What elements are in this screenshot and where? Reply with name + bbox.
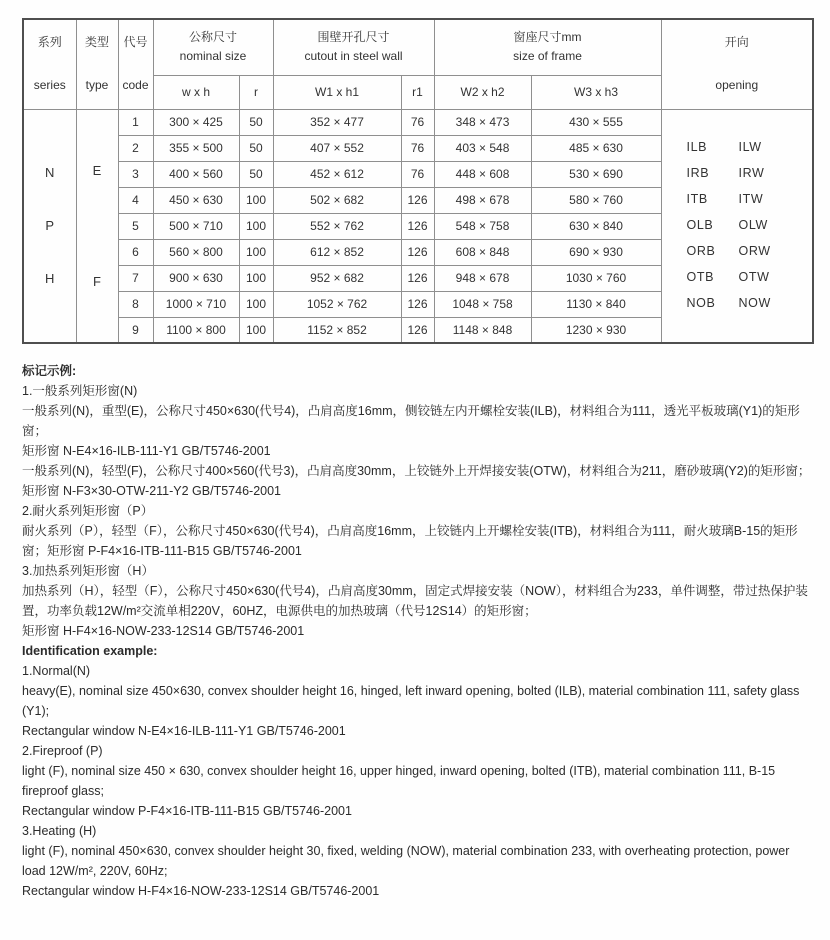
en-note-line: Rectangular window H-F4×16-NOW-233-12S14 GB/T5746-2001	[22, 884, 380, 898]
en-notes-title: Identification example:	[22, 644, 158, 658]
cell-w1h1: 612 × 852	[273, 239, 401, 265]
subheader-wxh: w x h	[153, 75, 239, 109]
cell-wh: 560 × 800	[153, 239, 239, 265]
zh-note-line: 一般系列(N)，重型(E)，公称尺寸450×630(代号4)，凸肩高度16mm，侧铰链左内开螺栓安装(ILB)，材料组合为111，透光平板玻璃(Y1)的矩形窗；	[22, 404, 800, 438]
identification-notes	[22, 361, 812, 901]
cell-r: 100	[239, 187, 273, 213]
header-opening-zh: 开向	[724, 34, 749, 49]
cell-w2h2: 1048 × 758	[434, 291, 531, 317]
cell-wh: 450 × 630	[153, 187, 239, 213]
opening-code: OLW	[738, 218, 768, 233]
header-series-zh: 系列	[37, 34, 62, 49]
zh-note-line: 矩形窗 N-F3×30-OTW-211-Y2 GB/T5746-2001	[22, 484, 282, 498]
cell-code: 4	[118, 187, 153, 213]
cell-wh: 500 × 710	[153, 213, 239, 239]
col-header-frame-size	[434, 19, 661, 75]
subheader-r1: r1	[401, 75, 434, 109]
cell-w1h1: 1052 × 762	[273, 291, 401, 317]
cell-wh: 355 × 500	[153, 135, 239, 161]
zh-notes-title: 标记示例:	[22, 364, 77, 378]
cell-w2h2: 348 × 473	[434, 109, 531, 135]
opening-code: ORW	[738, 244, 771, 259]
cell-r: 100	[239, 317, 273, 343]
cell-w1h1: 352 × 477	[273, 109, 401, 135]
cell-w2h2: 403 × 548	[434, 135, 531, 161]
type-f: F	[93, 273, 101, 289]
header-type-zh: 类型	[84, 34, 109, 49]
en-note-line: 2.Fireproof (P)	[22, 744, 103, 758]
cell-w3h3: 1130 × 840	[531, 291, 661, 317]
cell-r1: 126	[401, 213, 434, 239]
cell-w3h3: 430 × 555	[531, 109, 661, 135]
cell-r1: 76	[401, 109, 434, 135]
header-code-en: code	[122, 77, 149, 92]
zh-note-line: 一般系列(N)，轻型(F)，公称尺寸400×560(代号3)，凸肩高度30mm，上铰链外上开焊接安装(OTW)，材料组合为211，磨砂玻璃(Y2)的矩形窗；	[22, 464, 811, 478]
en-note-line: Rectangular window P-F4×16-ITB-111-B15 GB/T5746-2001	[22, 804, 352, 818]
opening-code: ILB	[686, 140, 708, 155]
cell-code: 8	[118, 291, 153, 317]
header-type-en: type	[85, 77, 109, 92]
header-cutout-en: cutout in steel wall	[304, 48, 403, 63]
en-note-line: 1.Normal(N)	[22, 664, 91, 678]
cell-w1h1: 407 × 552	[273, 135, 401, 161]
cell-r: 100	[239, 265, 273, 291]
cell-r: 50	[239, 135, 273, 161]
type-cell	[76, 109, 118, 343]
cell-w2h2: 448 × 608	[434, 161, 531, 187]
cell-r1: 126	[401, 265, 434, 291]
cell-w2h2: 608 × 848	[434, 239, 531, 265]
col-header-type	[76, 19, 118, 109]
zh-note-line: 矩形窗 N-E4×16-ILB-111-Y1 GB/T5746-2001	[22, 444, 271, 458]
header-series-en: series	[33, 77, 66, 92]
cell-w1h1: 952 × 682	[273, 265, 401, 291]
cell-r1: 126	[401, 291, 434, 317]
cell-r1: 126	[401, 317, 434, 343]
subheader-w1h1: W1 x h1	[273, 75, 401, 109]
col-header-opening	[661, 19, 813, 109]
cell-code: 3	[118, 161, 153, 187]
cell-w3h3: 1230 × 930	[531, 317, 661, 343]
zh-note-line: 耐火系列（P），轻型（F），公称尺寸450×630(代号4)，凸肩高度16mm，上铰链内上开螺栓安装(ITB)，材料组合为111，耐火玻璃B-15的矩形窗；矩形窗 P-F4×16-ITB-111-B15 GB/T5746-2001	[22, 524, 798, 558]
subheader-w3h3: W3 x h3	[531, 75, 661, 109]
header-frame-zh: 窗座尺寸mm	[513, 29, 582, 44]
cell-wh: 1000 × 710	[153, 291, 239, 317]
subheader-w2h2: W2 x h2	[434, 75, 531, 109]
header-frame-en: size of frame	[513, 48, 582, 63]
table-row	[23, 109, 813, 135]
cell-r1: 126	[401, 239, 434, 265]
cell-w2h2: 1148 × 848	[434, 317, 531, 343]
opening-code: OTB	[686, 270, 715, 285]
cell-r1: 76	[401, 135, 434, 161]
opening-code: ITB	[686, 192, 708, 207]
cell-code: 7	[118, 265, 153, 291]
cell-w2h2: 948 × 678	[434, 265, 531, 291]
header-nominal-en: nominal size	[179, 48, 247, 63]
window-dimension-table	[22, 18, 814, 344]
cell-code: 1	[118, 109, 153, 135]
series-h: H	[45, 271, 55, 287]
cell-wh: 1100 × 800	[153, 317, 239, 343]
opening-code: ORB	[686, 244, 716, 259]
cell-w3h3: 530 × 690	[531, 161, 661, 187]
cell-w3h3: 580 × 760	[531, 187, 661, 213]
header-cutout-zh: 围壁开孔尺寸	[317, 29, 390, 44]
cell-w3h3: 630 × 840	[531, 213, 661, 239]
opening-code: NOW	[738, 296, 771, 311]
cell-w3h3: 485 × 630	[531, 135, 661, 161]
opening-code: ITW	[738, 192, 764, 207]
zh-note-line: 3.加热系列矩形窗（H）	[22, 564, 154, 578]
opening-cell	[661, 109, 813, 343]
opening-code: NOB	[686, 296, 716, 311]
subheader-r: r	[239, 75, 273, 109]
zh-note-line: 2.耐火系列矩形窗（P）	[22, 504, 154, 518]
cell-wh: 300 × 425	[153, 109, 239, 135]
zh-note-line: 加热系列（H），轻型（F），公称尺寸450×630(代号4)，凸肩高度30mm，固定式焊接安装（NOW），材料组合为233，单件调整，带过热保护装置，功率负载12W/m²交流单相220V，60HZ，电源供电的加热玻璃（代号12S14）的矩形窗；	[22, 584, 808, 618]
col-header-nominal-size	[153, 19, 273, 75]
col-header-code	[118, 19, 153, 109]
cell-r1: 126	[401, 187, 434, 213]
cell-w1h1: 452 × 612	[273, 161, 401, 187]
cell-r1: 76	[401, 161, 434, 187]
cell-r: 50	[239, 109, 273, 135]
cell-w1h1: 552 × 762	[273, 213, 401, 239]
opening-code: OLB	[686, 218, 714, 233]
cell-w3h3: 1030 × 760	[531, 265, 661, 291]
en-note-line: heavy(E), nominal size 450×630, convex shoulder height 16, hinged, left inward opening, bolted (ILB), material combination 111, safety glass (Y1);	[22, 684, 800, 718]
cell-code: 2	[118, 135, 153, 161]
zh-note-line: 矩形窗 H-F4×16-NOW-233-12S14 GB/T5746-2001	[22, 624, 305, 638]
series-cell	[23, 109, 76, 343]
opening-code: IRW	[738, 166, 765, 181]
cell-r: 100	[239, 213, 273, 239]
cell-w2h2: 548 × 758	[434, 213, 531, 239]
col-header-series	[23, 19, 76, 109]
col-header-cutout	[273, 19, 434, 75]
header-code-zh: 代号	[123, 34, 148, 49]
zh-note-line: 1.一般系列矩形窗(N)	[22, 384, 138, 398]
header-opening-en: opening	[715, 77, 759, 92]
en-note-line: light (F), nominal size 450 × 630, convex shoulder height 16, upper hinged, inward opening, bolted (ITB), material combination 111, B-15 fireproof glass;	[22, 764, 776, 798]
en-note-line: 3.Heating (H)	[22, 824, 97, 838]
opening-code: OTW	[738, 270, 770, 285]
cell-w1h1: 502 × 682	[273, 187, 401, 213]
cell-wh: 400 × 560	[153, 161, 239, 187]
opening-code: ILW	[738, 140, 762, 155]
type-e: E	[92, 162, 102, 178]
cell-code: 6	[118, 239, 153, 265]
en-note-line: light (F), nominal 450×630, convex shoulder height 30, fixed, welding (NOW), material combination 233, with overheating protection, power load 12W/m², 220V, 60Hz;	[22, 844, 790, 878]
opening-code: IRB	[686, 166, 710, 181]
cell-w1h1: 1152 × 852	[273, 317, 401, 343]
cell-w2h2: 498 × 678	[434, 187, 531, 213]
cell-code: 5	[118, 213, 153, 239]
cell-w3h3: 690 × 930	[531, 239, 661, 265]
cell-r: 100	[239, 291, 273, 317]
cell-r: 100	[239, 239, 273, 265]
series-n: N	[45, 165, 55, 181]
cell-code: 9	[118, 317, 153, 343]
en-note-line: Rectangular window N-E4×16-ILB-111-Y1 GB/T5746-2001	[22, 724, 346, 738]
cell-wh: 900 × 630	[153, 265, 239, 291]
cell-r: 50	[239, 161, 273, 187]
series-p: P	[45, 218, 55, 234]
header-nominal-zh: 公称尺寸	[189, 29, 238, 44]
